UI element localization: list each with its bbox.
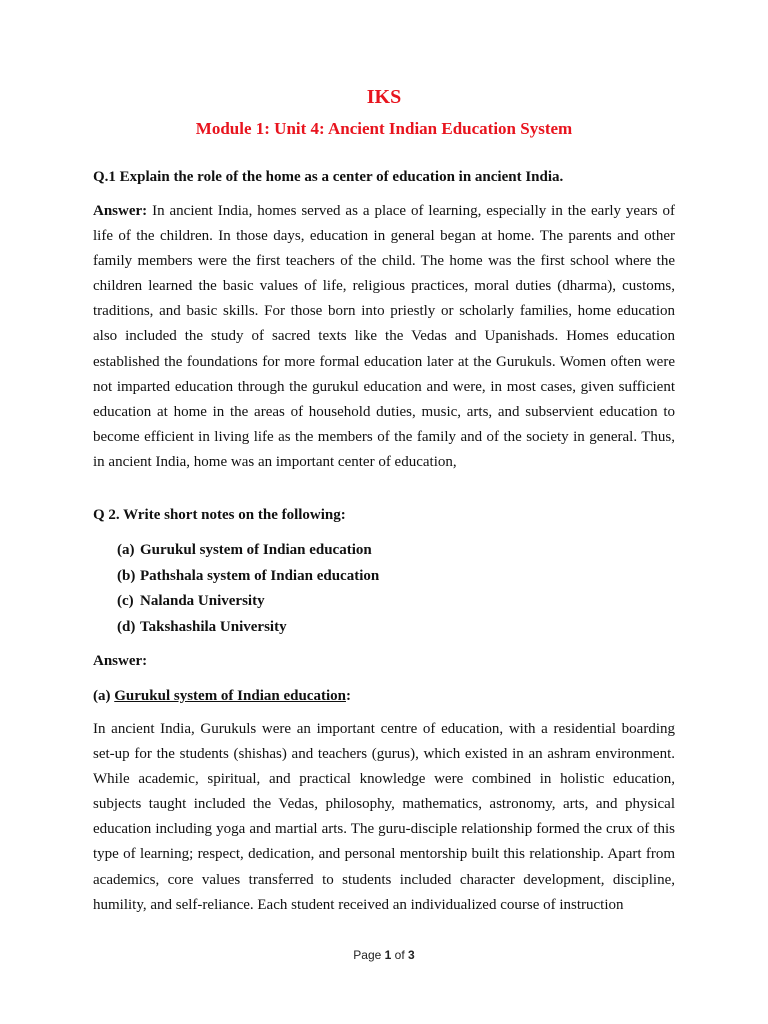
footer-current-page: 1 — [384, 948, 392, 962]
page-title: IKS — [366, 86, 402, 108]
list-item — [117, 591, 379, 617]
list-item — [117, 540, 379, 566]
list-item-text: Nalanda University — [140, 593, 265, 609]
footer-total-pages: 3 — [408, 948, 415, 962]
section-a-title: Gurukul system of Indian education — [114, 688, 346, 704]
section-a-marker: (a) — [93, 688, 115, 704]
list-item — [117, 566, 379, 592]
answer-1 — [93, 199, 675, 475]
list-item — [117, 617, 379, 643]
list-item-marker: (b) — [117, 567, 136, 584]
topics-list — [117, 540, 379, 642]
list-item-marker: (c) — [117, 593, 134, 609]
list-item-text: Gurukul system of Indian education — [140, 542, 372, 558]
answer-1-label: Answer: — [93, 203, 148, 219]
answer-1-text: In ancient India, homes served as a place of learning, especially in the early years of life of the children. In those days, education in general began at home. The parents and other family members were the first teachers of the child. The home was the first school where the children learned the basic values of life, religious practices, moral duties (dharma), customs, traditions, and basic skills. For those born into priestly or scholarly families, home education also included the study of sacred texts like the Vedas and Upanishads. Homes education established the foundations for more formal education later at the Gurukuls. Women often were not imparted education through the gurukul education and were, in most cases, given sufficient education at home in the areas of household duties, music, arts, and subservient education to become efficient in living life as the members of the family and of the society in general. Thus, in ancient India, home was an important center of education, — [93, 203, 675, 470]
question-1: Q.1 Explain the role of the home as a center of education in ancient India. — [93, 169, 564, 185]
footer-page-word: Page — [353, 948, 385, 962]
page-subtitle: Module 1: Unit 4: Ancient Indian Education System — [195, 119, 573, 138]
section-a-text: In ancient India, Gurukuls were an important centre of education, with a residential boarding set-up for the students (shishas) and teachers (gurus), which existed in an ashram environment. While academic, spiritual, and practical knowledge were combined in holistic education, subjects taught included the Vedas, philosophy, mathematics, astronomy, arts, and physical education including yoga and martial arts. The guru-disciple relationship formed the crux of this type of learning; respect, dedication, and personal mentorship built this relationship. Apart from academics, core values transferred to students included character development, discipline, humility, and self-reliance. Each student received an individualized course of instruction — [93, 721, 675, 913]
list-item-marker: (d) — [117, 618, 136, 635]
list-item-marker: (a) — [117, 542, 135, 558]
list-item-text: Pathshala system of Indian education — [140, 567, 380, 584]
list-item-text: Takshashila University — [140, 618, 287, 635]
question-2: Q 2. Write short notes on the following: — [93, 507, 346, 523]
answer-2-label: Answer: — [93, 653, 148, 669]
footer-of-word: of — [391, 948, 409, 962]
section-a-colon: : — [345, 688, 351, 704]
page-footer — [0, 948, 768, 962]
section-a-heading — [93, 688, 351, 705]
